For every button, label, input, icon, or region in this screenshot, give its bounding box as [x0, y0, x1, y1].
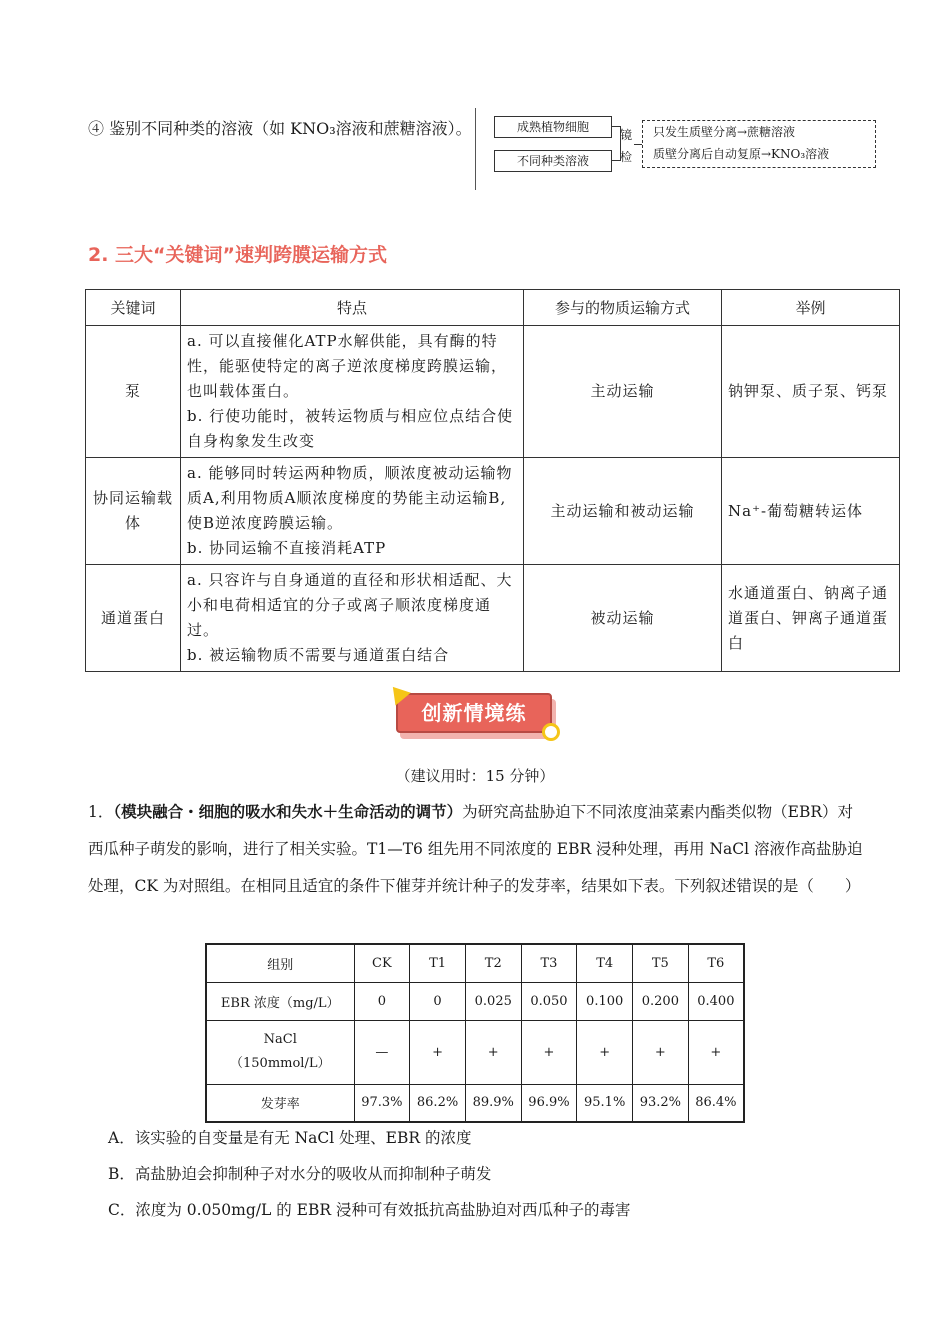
- row-label: EBR 浓度（mg/L）: [206, 982, 354, 1020]
- feature-a: a. 能够同时转运两种物质，顺浓度被动运输物质A,利用物质A顺浓度梯度的势能主动运输B,使B逆浓度跨膜运输。: [187, 464, 513, 532]
- group-cell: T3: [521, 944, 577, 982]
- ebr-cell: 0.200: [633, 982, 689, 1020]
- banner-label: 创新情境练: [396, 693, 552, 733]
- time-hint: （建议用时：15 分钟）: [395, 767, 555, 785]
- row-label: 发芽率: [206, 1084, 354, 1122]
- ring-icon: [542, 723, 560, 741]
- mode-cell: 主动运输: [524, 326, 722, 458]
- transport-table: [85, 289, 900, 672]
- diagram-box-solutions: 不同种类溶液: [494, 150, 612, 172]
- group-cell: T2: [465, 944, 521, 982]
- mode-cell: 被动运输: [524, 565, 722, 672]
- question-source: （模块融合・细胞的吸水和失水＋生命活动的调节）: [113, 803, 463, 821]
- header-feature: 特点: [181, 290, 524, 326]
- ebr-cell: 0.050: [521, 982, 577, 1020]
- question-number: 1．: [88, 803, 114, 821]
- group-cell: T1: [410, 944, 466, 982]
- nacl-cell: —: [354, 1020, 410, 1084]
- group-cell: T4: [577, 944, 633, 982]
- group-cell: T6: [688, 944, 744, 982]
- feature-b: b. 行使功能时，被转运物质与相应位点结合使自身构象发生改变: [187, 407, 514, 450]
- table-row: [206, 982, 744, 1020]
- keyword-cell: 协同运输载体: [86, 458, 181, 565]
- diagram-box-mature-cell: 成熟植物细胞: [494, 116, 612, 138]
- ebr-cell: 0.100: [577, 982, 633, 1020]
- nacl-cell: +: [521, 1020, 577, 1084]
- identification-diagram: [490, 108, 890, 188]
- ebr-cell: 0.025: [465, 982, 521, 1020]
- feature-a: a. 可以直接催化ATP水解供能，具有酶的特性，能驱使特定的离子逆浓度梯度跨膜运输，也叫载体蛋白。: [187, 332, 508, 400]
- row-label: 组别: [206, 944, 354, 982]
- question-stem: 为研究高盐胁迫下不同浓度油菜素内酯类似物（EBR）对西瓜种子萌发的影响，进行了相关实验。T1—T6 组先用不同浓度的 EBR 浸种处理，再用 NaCl 溶液作高盐胁迫处理，CK 为对照组。在相同且适宜的条件下催芽并统计种子的发芽率，结果如下表。下列叙述错误的是（ ）: [88, 803, 863, 895]
- nacl-cell: +: [577, 1020, 633, 1084]
- table-row: [206, 944, 744, 982]
- ebr-cell: 0: [410, 982, 466, 1020]
- nacl-cell: +: [633, 1020, 689, 1084]
- nacl-cell: +: [410, 1020, 466, 1084]
- keyword-cell: 泵: [86, 326, 181, 458]
- feature-b: b. 被运输物质不需要与通道蛋白结合: [187, 646, 450, 664]
- header-keyword: 关键词: [86, 290, 181, 326]
- method-label: [620, 124, 634, 168]
- ebr-cell: 0: [354, 982, 410, 1020]
- feature-cell: [181, 565, 524, 672]
- example-cell: 水通道蛋白、钠离子通道蛋白、钾离子通道蛋白: [722, 565, 900, 672]
- result-box: [642, 120, 876, 168]
- table-header-row: [86, 290, 900, 326]
- option-a: A．该实验的自变量是有无 NaCl 处理、EBR 的浓度: [108, 1129, 472, 1147]
- feature-cell: [181, 458, 524, 565]
- question-1: [88, 794, 868, 905]
- group-cell: CK: [354, 944, 410, 982]
- row-label: NaCl（150mmol/L）: [206, 1020, 354, 1084]
- connector-line: [612, 160, 620, 161]
- rate-cell: 89.9%: [465, 1084, 521, 1122]
- example-cell: Na⁺-葡萄糖转运体: [722, 458, 900, 565]
- germination-table: [205, 943, 745, 1123]
- table-row: [206, 1084, 744, 1122]
- table-row: [86, 326, 900, 458]
- rate-cell: 93.2%: [633, 1084, 689, 1122]
- rate-cell: 97.3%: [354, 1084, 410, 1122]
- rate-cell: 86.2%: [410, 1084, 466, 1122]
- option-c: C．浓度为 0.050mg/L 的 EBR 浸种可有效抵抗高盐胁迫对西瓜种子的毒害: [108, 1201, 631, 1219]
- item-4-text: ④ 鉴别不同种类的溶液（如 KNO₃溶液和蔗糖溶液）。: [88, 119, 472, 138]
- connector-line: [634, 144, 642, 145]
- divider-line: [475, 108, 476, 190]
- ebr-cell: 0.400: [688, 982, 744, 1020]
- option-b: B．高盐胁迫会抑制种子对水分的吸收从而抑制种子萌发: [108, 1165, 492, 1183]
- table-row: [206, 1020, 744, 1084]
- rate-cell: 95.1%: [577, 1084, 633, 1122]
- nacl-cell: +: [688, 1020, 744, 1084]
- table-row: [86, 565, 900, 672]
- example-cell: 钠钾泵、质子泵、钙泵: [722, 326, 900, 458]
- section-heading: 2. 三大“关键词”速判跨膜运输方式: [88, 244, 388, 266]
- section-banner: [396, 693, 562, 747]
- rate-cell: 86.4%: [688, 1084, 744, 1122]
- rate-cell: 96.9%: [521, 1084, 577, 1122]
- group-cell: T5: [633, 944, 689, 982]
- connector-line: [612, 126, 620, 127]
- feature-cell: [181, 326, 524, 458]
- mode-cell: 主动运输和被动运输: [524, 458, 722, 565]
- result-kno3: 质壁分离后自动复原→KNO₃溶液: [653, 147, 830, 161]
- method-char-2: 检: [620, 150, 633, 164]
- feature-a: a. 只容许与自身通道的直径和形状相适配、大小和电荷相适宜的分子或离子顺浓度梯度通过。: [187, 571, 513, 639]
- feature-b: b. 协同运输不直接消耗ATP: [187, 539, 387, 557]
- header-mode: 参与的物质运输方式: [524, 290, 722, 326]
- keyword-cell: 通道蛋白: [86, 565, 181, 672]
- table-row: [86, 458, 900, 565]
- result-sucrose: 只发生质壁分离→蔗糖溶液: [653, 125, 796, 139]
- nacl-cell: +: [465, 1020, 521, 1084]
- header-example: 举例: [722, 290, 900, 326]
- method-char-1: 镜: [620, 128, 633, 142]
